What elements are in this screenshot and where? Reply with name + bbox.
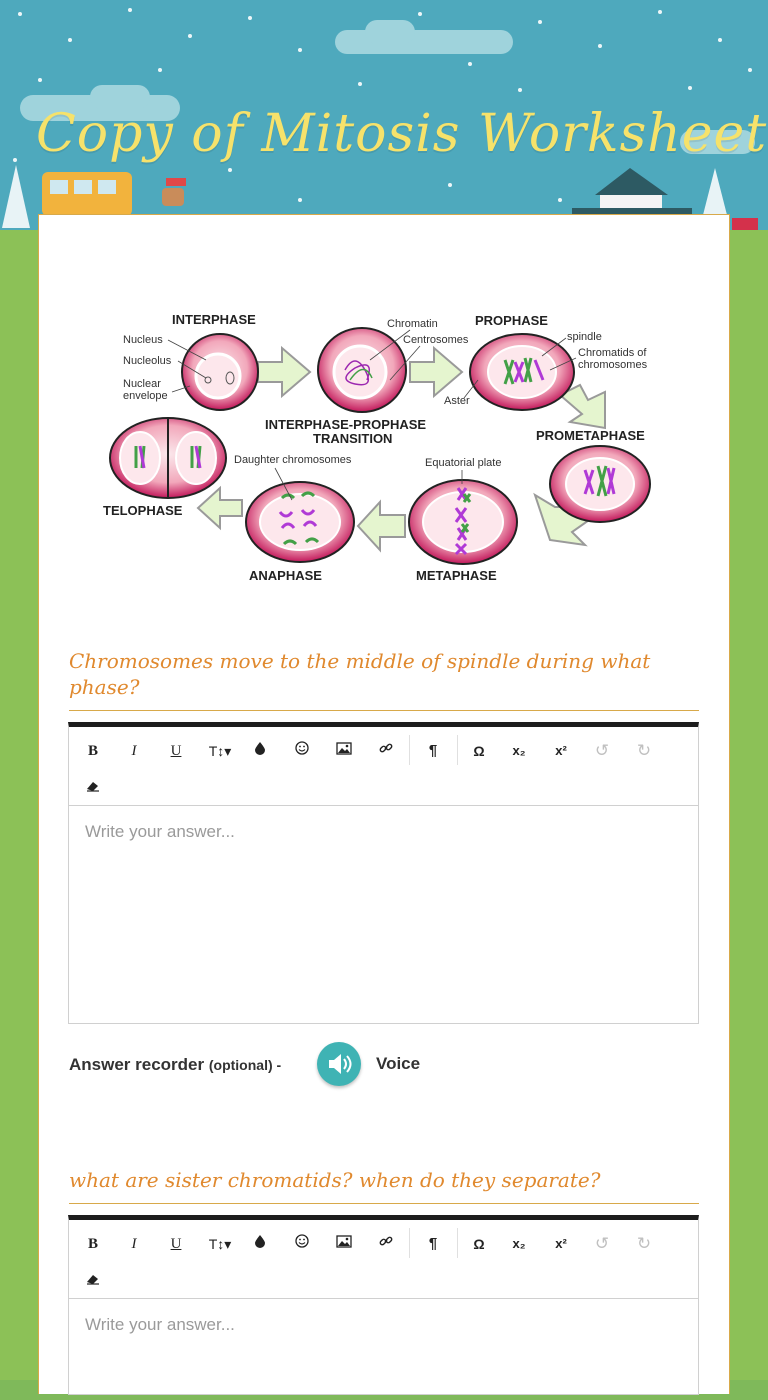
question-2-text: what are sister chromatids? when do they separate? (69, 1167, 699, 1204)
label-prometaphase: PROMETAPHASE (536, 428, 645, 443)
interphase-cell (182, 334, 258, 410)
clear-formatting-eraser-icon[interactable] (75, 1266, 111, 1296)
editor-toolbar-2 (69, 1220, 698, 1299)
grass-right (728, 230, 768, 1380)
image-icon[interactable] (326, 1229, 362, 1259)
answer-recorder-label (69, 1055, 281, 1075)
label-nucleus: Nucleus (123, 334, 163, 346)
recorder-optional: (optional) - (208, 1057, 282, 1073)
voice-record-button[interactable] (317, 1042, 361, 1086)
underline-button[interactable]: U (170, 1236, 182, 1252)
label-transition-1: INTERPHASE-PROPHASE (265, 417, 427, 432)
label-metaphase: METAPHASE (416, 568, 497, 583)
undo-button[interactable]: ↺ (594, 741, 610, 760)
answer-editor-1 (68, 722, 699, 1024)
label-prophase: PROPHASE (475, 313, 548, 328)
voice-label: Voice (376, 1054, 421, 1073)
speaker-icon (317, 1042, 361, 1086)
emoji-icon[interactable] (284, 1229, 320, 1259)
italic-button[interactable]: I (131, 1236, 137, 1252)
answer-recorder (69, 1042, 669, 1092)
clear-formatting-eraser-icon[interactable] (75, 773, 111, 803)
prophase-cell (470, 334, 574, 410)
special-characters-button[interactable]: Ω (473, 1236, 485, 1252)
paragraph-direction-button[interactable] (415, 1229, 451, 1259)
label-chromosomes: chromosomes (578, 359, 648, 371)
emoji-icon[interactable] (284, 736, 320, 766)
label-spindle: spindle (567, 331, 602, 343)
text-size-button[interactable]: T↕▾ (208, 743, 232, 759)
prometaphase-cell (550, 446, 650, 522)
label-daughter-chromosomes: Daughter chromosomes (234, 454, 352, 466)
label-transition-2: TRANSITION (313, 431, 393, 446)
redo-button[interactable]: ↻ (636, 1234, 652, 1253)
color-drop-icon[interactable] (242, 736, 278, 766)
answer-input-1[interactable] (69, 806, 698, 1020)
color-drop-icon[interactable] (242, 1229, 278, 1259)
italic-button[interactable]: I (131, 743, 137, 759)
arrow-1 (258, 348, 310, 396)
bold-button[interactable]: B (87, 743, 98, 759)
mitosis-diagram (60, 300, 680, 600)
superscript-button[interactable]: x² (555, 1236, 567, 1251)
answer-editor-2 (68, 1215, 699, 1395)
bold-button[interactable]: B (87, 1236, 98, 1252)
transition-cell (318, 328, 406, 412)
link-icon[interactable] (368, 736, 404, 766)
arrow-6 (198, 488, 242, 528)
recorder-title: Answer recorder (69, 1055, 205, 1074)
toolbar-divider (409, 1228, 410, 1258)
answer-input-2[interactable] (69, 1299, 698, 1395)
label-chromatin: Chromatin (387, 318, 438, 330)
telophase-cell (110, 418, 226, 498)
image-icon[interactable] (326, 736, 362, 766)
subscript-button[interactable]: x₂ (512, 1236, 526, 1251)
underline-button[interactable]: U (170, 743, 182, 759)
label-envelope: envelope (123, 390, 168, 402)
paragraph-icon: ¶ (428, 1235, 438, 1252)
grass-left (0, 230, 40, 1380)
label-telophase: TELOPHASE (103, 503, 183, 518)
toolbar-divider (457, 735, 458, 765)
label-interphase: INTERPHASE (172, 312, 256, 327)
label-nucleolus: Nucleolus (123, 355, 172, 367)
anaphase-cell (246, 482, 354, 562)
label-centrosomes: Centrosomes (403, 334, 469, 346)
text-size-button[interactable]: T↕▾ (208, 1236, 232, 1252)
special-characters-button[interactable]: Ω (473, 743, 485, 759)
toolbar-divider (457, 1228, 458, 1258)
label-nuclear: Nuclear (123, 378, 161, 390)
toolbar-divider (409, 735, 410, 765)
subscript-button[interactable]: x₂ (512, 743, 526, 758)
page-title: Copy of Mitosis Worksheet (36, 104, 768, 164)
arrow-5 (358, 502, 405, 550)
redo-button[interactable]: ↻ (636, 741, 652, 760)
metaphase-cell (409, 480, 517, 564)
label-anaphase: ANAPHASE (249, 568, 322, 583)
paragraph-direction-button[interactable] (415, 736, 451, 766)
undo-button[interactable]: ↺ (594, 1234, 610, 1253)
arrow-2 (410, 348, 462, 396)
question-1-text: Chromosomes move to the middle of spindle during what phase? (69, 648, 699, 711)
label-chromatids: Chromatids of (578, 347, 647, 359)
label-aster: Aster (444, 395, 470, 407)
link-icon[interactable] (368, 1229, 404, 1259)
editor-toolbar-1 (69, 727, 698, 806)
label-equatorial-plate: Equatorial plate (425, 457, 502, 469)
superscript-button[interactable]: x² (555, 743, 567, 758)
paragraph-icon: ¶ (428, 742, 438, 759)
